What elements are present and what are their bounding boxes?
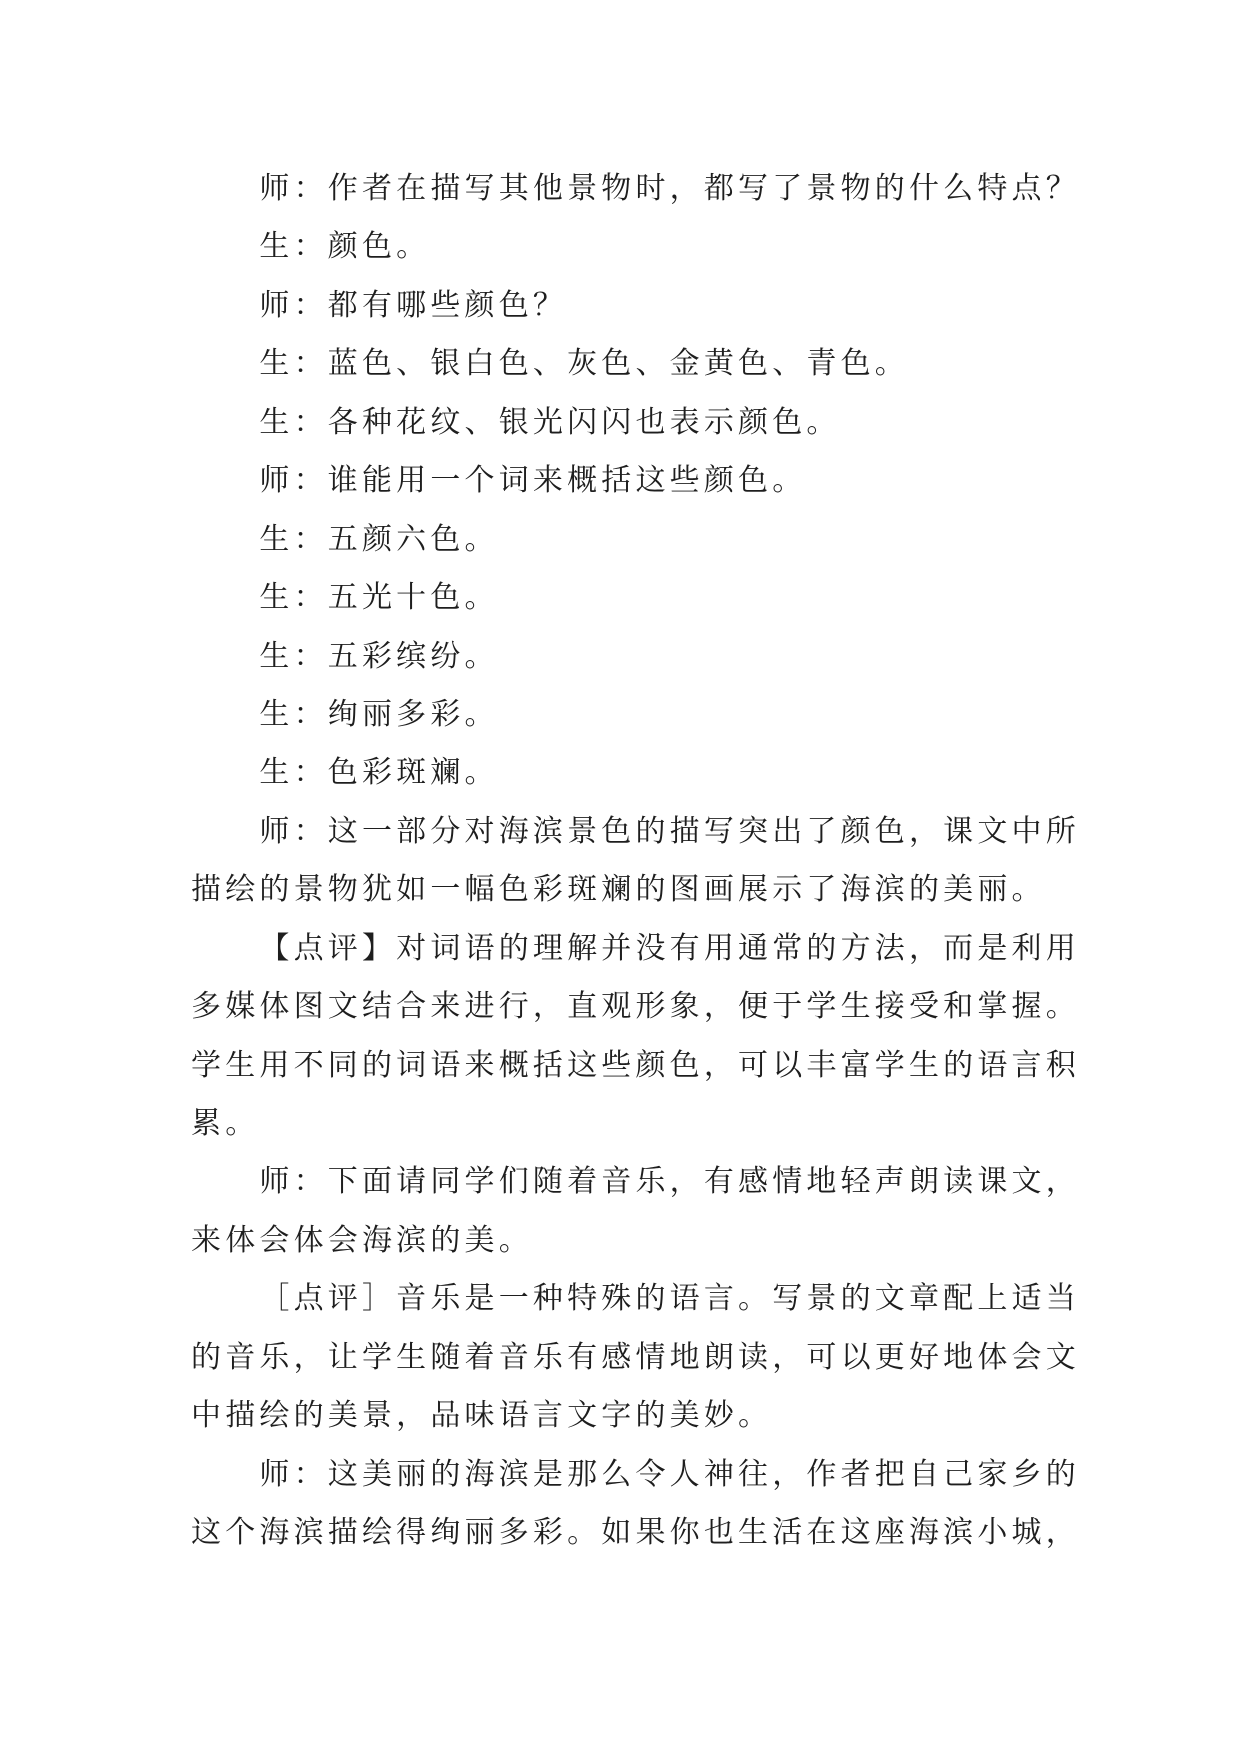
text-line: 学 生 用 不 同 的 词 语 来 概 括 这 些 颜 色 ， 可 以 丰 富 学 生 的 语 言 积 xyxy=(191,1047,1076,1083)
text-line: 来 体 会 体 会 海 滨 的 美 。 xyxy=(191,1222,529,1258)
text-line: 描 绘 的 景 物 犹 如 一 幅 色 彩 斑 斓 的 图 画 展 示 了 海 滨 的 美 丽 。 xyxy=(191,872,1042,908)
teacher-line xyxy=(191,803,1091,920)
text-line: 生 ： 色 彩 斑 斓 。 xyxy=(259,755,495,791)
text-line: 师 ： 谁 能 用 一 个 词 来 概 括 这 些 颜 色 。 xyxy=(259,463,803,499)
text-line: 师 ： 这 一 部 分 对 海 滨 景 色 的 描 写 突 出 了 颜 色 ， 课 文 中 所 xyxy=(259,813,1076,849)
text-line: 生 ： 五 光 十 色 。 xyxy=(259,580,495,616)
student-line xyxy=(191,335,1091,393)
text-line: 师 ： 这 美 丽 的 海 滨 是 那 么 令 人 神 往 ， 作 者 把 自 己 家 乡 的 xyxy=(259,1456,1076,1492)
text-line: 多 媒 体 图 文 结 合 来 进 行 ， 直 观 形 象 ， 便 于 学 生 接 受 和 掌 握 。 xyxy=(191,989,1076,1025)
text-line: 生 ： 各 种 花 纹 、 银 光 闪 闪 也 表 示 颜 色 。 xyxy=(259,404,837,440)
text-line: 师 ： 都 有 哪 些 颜 色 ？ xyxy=(259,287,563,323)
text-line: 这 个 海 滨 描 绘 得 绚 丽 多 彩 。 如 果 你 也 生 活 在 这 座 海 滨 小 城 ， xyxy=(191,1515,1076,1551)
text-line: 生 ： 蓝 色 、 银 白 色 、 灰 色 、 金 黄 色 、 青 色 。 xyxy=(259,346,905,382)
text-line: 中 描 绘 的 美 景 ， 品 味 语 言 文 字 的 美 妙 。 xyxy=(191,1398,768,1434)
teacher-line xyxy=(191,1446,1091,1563)
text-line: 累 。 xyxy=(191,1106,256,1141)
document-body xyxy=(191,160,1091,1563)
text-line: 的 音 乐 ， 让 学 生 随 着 音 乐 有 感 情 地 朗 读 ， 可 以 更 好 地 体 会 文 xyxy=(191,1339,1076,1375)
teacher-line xyxy=(191,452,1091,510)
text-line: 生 ： 五 颜 六 色 。 xyxy=(259,521,495,557)
student-line xyxy=(191,394,1091,452)
student-line xyxy=(191,511,1091,569)
student-line xyxy=(191,569,1091,627)
comment-paragraph xyxy=(191,920,1091,1154)
student-line xyxy=(191,628,1091,686)
comment-paragraph xyxy=(191,1270,1091,1445)
text-line: 师 ： 下 面 请 同 学 们 随 着 音 乐 ， 有 感 情 地 轻 声 朗 读 课 文 ， xyxy=(259,1164,1076,1200)
text-line: 生 ： 颜 色 。 xyxy=(259,229,427,265)
teacher-line xyxy=(191,277,1091,335)
text-line: 生 ： 五 彩 缤 纷 。 xyxy=(259,638,495,674)
text-line: ［ 点 评 ］ 音 乐 是 一 种 特 殊 的 语 言 。 写 景 的 文 章 配 上 适 当 xyxy=(259,1281,1076,1317)
student-line xyxy=(191,744,1091,802)
student-line xyxy=(191,218,1091,276)
student-line xyxy=(191,686,1091,744)
teacher-line xyxy=(191,160,1091,218)
teacher-line xyxy=(191,1153,1091,1270)
text-line: 【 点 评 】 对 词 语 的 理 解 并 没 有 用 通 常 的 方 法 ， 而 是 利 用 xyxy=(259,930,1076,966)
text-line: 生 ： 绚 丽 多 彩 。 xyxy=(259,696,495,732)
text-line: 师 ： 作 者 在 描 写 其 他 景 物 时 ， 都 写 了 景 物 的 什 么 特 点 ？ xyxy=(259,171,1076,206)
